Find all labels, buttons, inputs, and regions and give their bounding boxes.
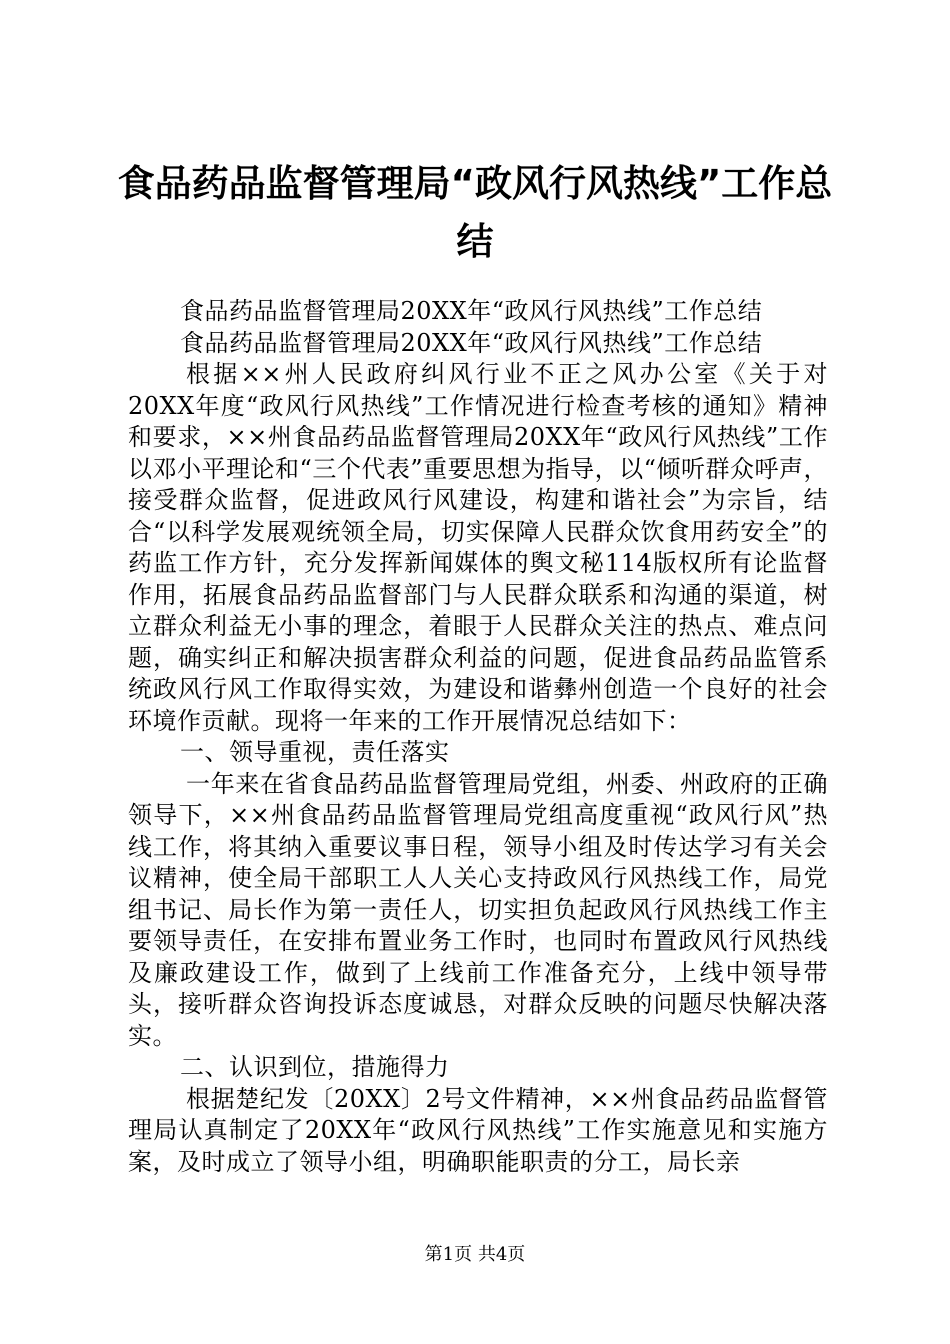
- body-paragraph: 根据楚纪发〔20XX〕2号文件精神，××州食品药品监督管理局认真制定了20XX年“政风行风热线”工作实施意见和实施方案，及时成立了领导小组，明确职能职责的分工，局长亲: [128, 1084, 828, 1176]
- title-line-2: 结: [456, 220, 494, 263]
- document-body: [128, 296, 828, 1178]
- title-line-1: 食品药品监督管理局“政风行风热线”工作总: [117, 162, 833, 205]
- section-heading: 一、领导重视，责任落实: [180, 738, 450, 766]
- section-heading: 二、认识到位，措施得力: [180, 1053, 450, 1081]
- subtitle-line: 食品药品监督管理局20XX年“政风行风热线”工作总结: [180, 297, 763, 325]
- subtitle-line: 食品药品监督管理局20XX年“政风行风热线”工作总结: [180, 328, 763, 357]
- body-paragraph: 一年来在省食品药品监督管理局党组，州委、州政府的正确领导下，××州食品药品监督管理局党组高度重视“政风行风”热线工作，将其纳入重要议事日程，领导小组及时传达学习有关会议精神，使全局干部职工人人关心支持政风行风热线工作，局党组书记、局长作为第一责任人，切实担负起政风行风热线工作主要领导责任，在安排布置业务工作时，也同时布置政风行风热线及廉政建设工作，做到了上线前工作准备充分，上线中领导带头，接听群众咨询投诉态度诚恳，对群众反映的问题尽快解决落实。: [128, 769, 828, 1050]
- page-footer: 第1页 共4页: [424, 1244, 526, 1265]
- body-paragraph: 根据××州人民政府纠风行业不正之风办公室《关于对20XX年度“政风行风热线”工作情况进行检查考核的通知》精神和要求，××州食品药品监督管理局20XX年“政风行风热线”工作以邓小平理论和“三个代表”重要思想为指导，以“倾听群众呼声，接受群众监督，促进政风行风建设，构建和谐社会”为宗旨，结合“以科学发展观统领全局，切实保障人民群众饮食用药安全”的药监工作方针，充分发挥新闻媒体的舆文秘114版权所有论监督作用，拓展食品药品监督部门与人民群众联系和沟通的渠道，树立群众利益无小事的理念，着眼于人民群众关注的热点、难点问题，确实纠正和解决损害群众利益的问题，促进食品药品监管系统政风行风工作取得实效，为建设和谐彝州创造一个良好的社会环境作贡献。现将一年来的工作开展情况总结如下：: [128, 360, 828, 735]
- document-title: [110, 155, 840, 271]
